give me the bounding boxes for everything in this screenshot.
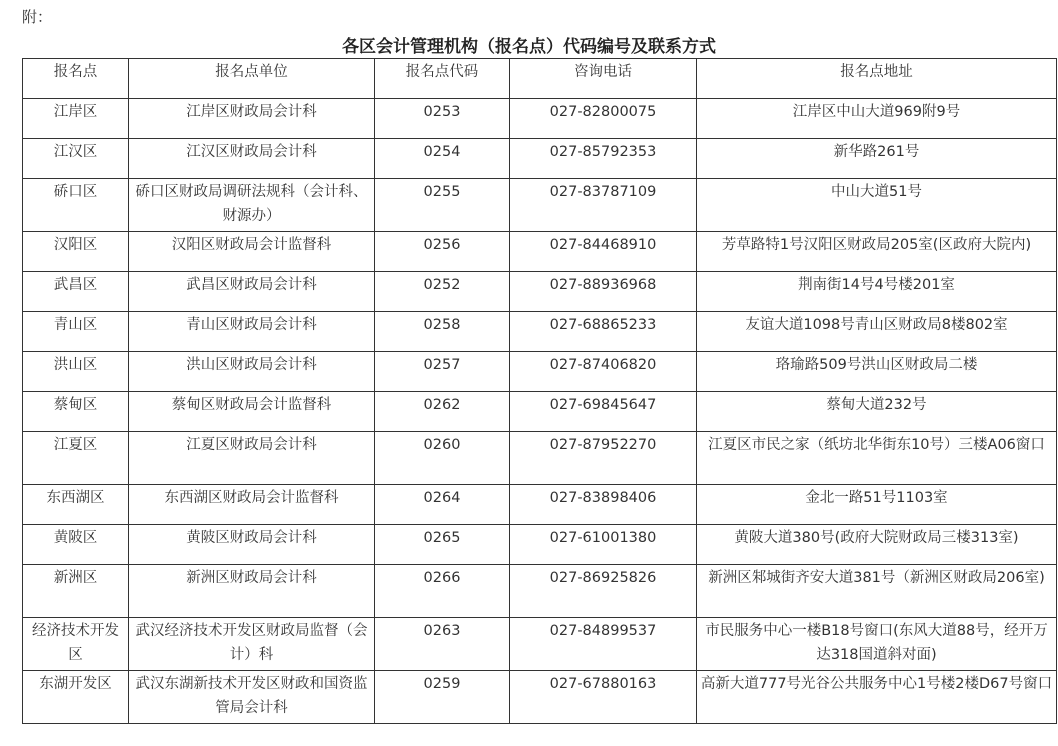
unit-cell: 武昌区财政局会计科: [129, 272, 375, 312]
address-cell: 高新大道777号光谷公共服务中心1号楼2楼D67号窗口: [697, 671, 1057, 724]
phone-cell: 027-67880163: [510, 671, 697, 724]
table-row: [23, 232, 1057, 272]
address-cell: 蔡甸大道232号: [697, 392, 1057, 432]
address-cell: 金北一路51号1103室: [697, 485, 1057, 525]
attachment-prefix: 附：: [22, 8, 53, 26]
header-cell: 报名点地址: [697, 59, 1057, 99]
unit-cell: 洪山区财政局会计科: [129, 352, 375, 392]
phone-cell: 027-84899537: [510, 618, 697, 671]
code-cell: 0254: [375, 139, 510, 179]
phone-cell: 027-68865233: [510, 312, 697, 352]
district-cell: 江岸区: [23, 99, 129, 139]
district-cell: 东湖开发区: [23, 671, 129, 724]
table-row: [23, 432, 1057, 485]
code-cell: 0263: [375, 618, 510, 671]
table-row: [23, 99, 1057, 139]
code-cell: 0260: [375, 432, 510, 485]
unit-cell: 硚口区财政局调研法规科（会计科、财源办）: [129, 179, 375, 232]
phone-cell: 027-61001380: [510, 525, 697, 565]
unit-cell: 江夏区财政局会计科: [129, 432, 375, 485]
address-cell: 市民服务中心一楼B18号窗口(东风大道88号，经开万达318国道斜对面): [697, 618, 1057, 671]
address-cell: 荆南街14号4号楼201室: [697, 272, 1057, 312]
code-cell: 0255: [375, 179, 510, 232]
code-cell: 0259: [375, 671, 510, 724]
table-row: [23, 312, 1057, 352]
table-row: [23, 392, 1057, 432]
address-cell: 珞瑜路509号洪山区财政局二楼: [697, 352, 1057, 392]
address-cell: 友谊大道1098号青山区财政局8楼802室: [697, 312, 1057, 352]
code-cell: 0262: [375, 392, 510, 432]
address-cell: 中山大道51号: [697, 179, 1057, 232]
address-cell: 新洲区邾城街齐安大道381号（新洲区财政局206室): [697, 565, 1057, 618]
header-cell: 咨询电话: [510, 59, 697, 99]
district-cell: 经济技术开发区: [23, 618, 129, 671]
table-row: [23, 485, 1057, 525]
unit-cell: 武汉经济技术开发区财政局监督（会计）科: [129, 618, 375, 671]
code-cell: 0258: [375, 312, 510, 352]
phone-cell: 027-83787109: [510, 179, 697, 232]
table-row: [23, 525, 1057, 565]
table-row: [23, 671, 1057, 724]
header-cell: 报名点: [23, 59, 129, 99]
district-cell: 硚口区: [23, 179, 129, 232]
unit-cell: 蔡甸区财政局会计监督科: [129, 392, 375, 432]
address-cell: 芳草路特1号汉阳区财政局205室(区政府大院内): [697, 232, 1057, 272]
phone-cell: 027-86925826: [510, 565, 697, 618]
phone-cell: 027-84468910: [510, 232, 697, 272]
table-row: [23, 272, 1057, 312]
code-cell: 0266: [375, 565, 510, 618]
phone-cell: 027-82800075: [510, 99, 697, 139]
phone-cell: 027-87406820: [510, 352, 697, 392]
district-cell: 东西湖区: [23, 485, 129, 525]
code-cell: 0264: [375, 485, 510, 525]
table-title: 各区会计管理机构（报名点）代码编号及联系方式: [342, 37, 716, 57]
table-row: [23, 139, 1057, 179]
district-cell: 蔡甸区: [23, 392, 129, 432]
unit-cell: 江汉区财政局会计科: [129, 139, 375, 179]
district-cell: 黄陂区: [23, 525, 129, 565]
address-cell: 黄陂大道380号(政府大院财政局三楼313室): [697, 525, 1057, 565]
address-cell: 江夏区市民之家（纸坊北华街东10号）三楼A06窗口: [697, 432, 1057, 485]
code-cell: 0265: [375, 525, 510, 565]
unit-cell: 江岸区财政局会计科: [129, 99, 375, 139]
district-cell: 武昌区: [23, 272, 129, 312]
table-row: [23, 618, 1057, 671]
unit-cell: 新洲区财政局会计科: [129, 565, 375, 618]
phone-cell: 027-83898406: [510, 485, 697, 525]
table-row: [23, 179, 1057, 232]
address-cell: 江岸区中山大道969附9号: [697, 99, 1057, 139]
district-cell: 青山区: [23, 312, 129, 352]
address-cell: 新华路261号: [697, 139, 1057, 179]
contact-table: [22, 58, 1057, 724]
unit-cell: 东西湖区财政局会计监督科: [129, 485, 375, 525]
district-cell: 江汉区: [23, 139, 129, 179]
table-row: [23, 352, 1057, 392]
unit-cell: 汉阳区财政局会计监督科: [129, 232, 375, 272]
unit-cell: 武汉东湖新技术开发区财政和国资监管局会计科: [129, 671, 375, 724]
phone-cell: 027-88936968: [510, 272, 697, 312]
table-row: [23, 565, 1057, 618]
code-cell: 0253: [375, 99, 510, 139]
unit-cell: 黄陂区财政局会计科: [129, 525, 375, 565]
unit-cell: 青山区财政局会计科: [129, 312, 375, 352]
district-cell: 江夏区: [23, 432, 129, 485]
district-cell: 洪山区: [23, 352, 129, 392]
phone-cell: 027-85792353: [510, 139, 697, 179]
district-cell: 新洲区: [23, 565, 129, 618]
code-cell: 0257: [375, 352, 510, 392]
phone-cell: 027-69845647: [510, 392, 697, 432]
code-cell: 0256: [375, 232, 510, 272]
district-cell: 汉阳区: [23, 232, 129, 272]
header-cell: 报名点代码: [375, 59, 510, 99]
header-cell: 报名点单位: [129, 59, 375, 99]
code-cell: 0252: [375, 272, 510, 312]
header-row: [23, 59, 1057, 99]
phone-cell: 027-87952270: [510, 432, 697, 485]
